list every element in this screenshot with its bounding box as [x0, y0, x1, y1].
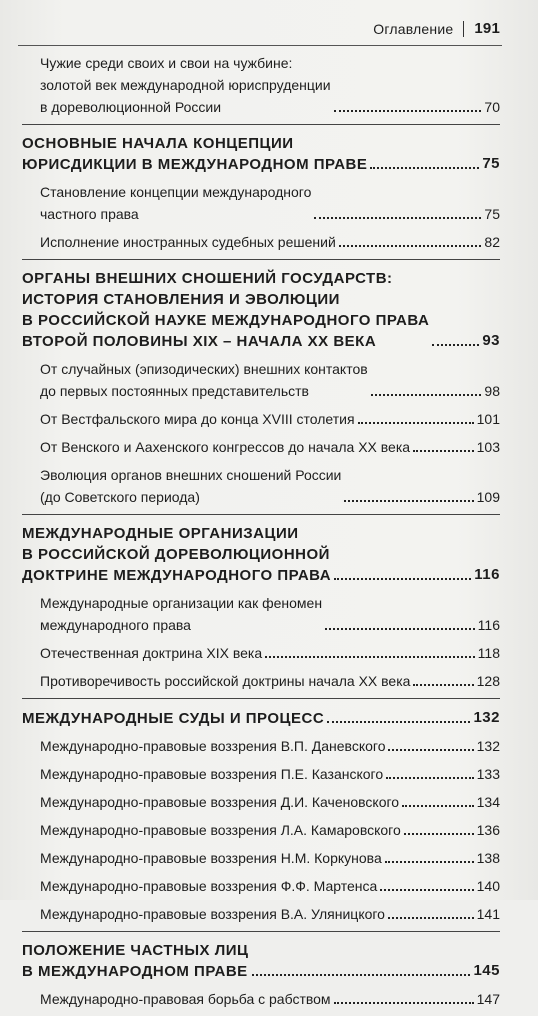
section-divider: [22, 931, 500, 932]
section-divider: [22, 514, 500, 515]
toc-subsection-entry: [22, 875, 500, 897]
toc-entry-title: Международно-правовые воззрения Д.И. Каченовского: [40, 794, 400, 810]
toc-entry-title: Международно-правовые воззрения В.П. Даневского: [40, 738, 386, 754]
toc-section-entry: [22, 268, 500, 352]
toc-entry-title: Международно-правовые воззрения П.Е. Казанского: [40, 766, 384, 782]
toc-subsection-entry: [22, 181, 500, 225]
toc-subsection-entry: [22, 791, 500, 813]
dot-leader: [252, 974, 471, 976]
toc-entry-page: 133: [476, 766, 500, 782]
table-of-contents: [22, 52, 500, 1016]
toc-subsection-entry: [22, 847, 500, 869]
toc-section-entry: [22, 707, 500, 729]
header-rule: [18, 45, 502, 46]
toc-entry-title: Международные организации как феномен международного права: [40, 595, 323, 633]
toc-entry-title: ПОЛОЖЕНИЕ ЧАСТНЫХ ЛИЦ В МЕЖДУНАРОДНОМ ПРАВЕ: [22, 942, 249, 980]
dot-leader: [334, 578, 471, 580]
toc-entry-page: 128: [476, 673, 500, 689]
toc-subsection-entry: [22, 670, 500, 692]
toc-entry-page: 82: [484, 234, 500, 250]
toc-entry-page: 147: [476, 991, 500, 1007]
toc-entry-page: 140: [476, 878, 500, 894]
toc-entry-title: ОРГАНЫ ВНЕШНИХ СНОШЕНИЙ ГОСУДАРСТВ: ИСТОРИЯ СТАНОВЛЕНИЯ И ЭВОЛЮЦИИ В РОССИЙСКОЙ НАУКЕ МЕЖДУНАРОДНОГО ПРАВА ВТОРОЙ ПОЛОВИНЫ XIX – НАЧАЛА XX ВЕКА: [22, 270, 430, 350]
toc-entry-title: Противоречивость российской доктрины начала XX века: [40, 673, 411, 689]
toc-subsection-entry: [22, 436, 500, 458]
dot-leader: [358, 422, 474, 424]
toc-entry-title: Международно-правовые воззрения Л.А. Камаровского: [40, 822, 401, 838]
dot-leader: [370, 167, 479, 169]
toc-entry-title: Международно-правовая борьба с рабством: [40, 991, 331, 1007]
toc-entry-page: 93: [482, 332, 500, 349]
toc-section-entry: [22, 940, 500, 982]
running-header-title: Оглавление: [373, 20, 454, 37]
toc-entry-title: Исполнение иностранных судебных решений: [40, 234, 336, 250]
dot-leader: [314, 217, 481, 219]
toc-subsection-entry: [22, 592, 500, 636]
dot-leader: [265, 656, 475, 658]
toc-entry-page: 116: [477, 617, 500, 633]
toc-subsection-entry: [22, 819, 500, 841]
toc-subsection-entry: [22, 231, 500, 253]
section-divider: [22, 259, 500, 260]
toc-subsection-entry: [22, 464, 500, 508]
toc-entry-page: 141: [476, 906, 500, 922]
toc-subsection-entry: [22, 988, 500, 1010]
toc-entry-title: ОСНОВНЫЕ НАЧАЛА КОНЦЕПЦИИ ЮРИСДИКЦИИ В МЕЖДУНАРОДНОМ ПРАВЕ: [22, 135, 368, 173]
header-separator: [463, 21, 464, 37]
toc-subsection-entry: [22, 52, 500, 118]
toc-subsection-entry: [22, 735, 500, 757]
toc-entry-title: Эволюция органов внешних сношений России (до Советского периода): [40, 467, 342, 505]
toc-entry-page: 75: [484, 206, 500, 222]
dot-leader: [327, 721, 470, 723]
dot-leader: [402, 805, 474, 807]
toc-subsection-entry: [22, 408, 500, 430]
toc-entry-page: 101: [476, 411, 500, 427]
dot-leader: [413, 450, 474, 452]
toc-entry-page: 75: [482, 155, 500, 172]
toc-entry-page: 132: [473, 709, 500, 726]
toc-entry-page: 134: [476, 794, 500, 810]
toc-entry-title: МЕЖДУНАРОДНЫЕ СУДЫ И ПРОЦЕСС: [22, 710, 325, 727]
toc-entry-page: 98: [484, 383, 500, 399]
toc-subsection-entry: [22, 903, 500, 925]
toc-entry-page: 138: [476, 850, 500, 866]
toc-entry-title: Международно-правовые воззрения Н.М. Коркунова: [40, 850, 382, 866]
toc-entry-title: Становление концепции международного частного права: [40, 184, 312, 222]
toc-entry-title: От Вестфальского мира до конца XVIII столетия: [40, 411, 355, 427]
toc-entry-page: 132: [476, 738, 500, 754]
dot-leader: [386, 777, 474, 779]
toc-entry-page: 103: [476, 439, 500, 455]
dot-leader: [404, 833, 474, 835]
running-header: [373, 20, 500, 37]
section-divider: [22, 124, 500, 125]
dot-leader: [334, 1002, 474, 1004]
toc-entry-page: 116: [474, 566, 500, 583]
dot-leader: [413, 684, 473, 686]
toc-entry-page: 145: [473, 962, 500, 979]
toc-entry-page: 136: [476, 822, 500, 838]
dot-leader: [380, 889, 473, 891]
toc-entry-title: От случайных (эпизодических) внешних контактов до первых постоянных представительств: [40, 361, 368, 399]
dot-leader: [385, 861, 474, 863]
toc-section-entry: [22, 523, 500, 586]
dot-leader: [334, 110, 482, 112]
dot-leader: [371, 394, 482, 396]
toc-entry-page: 70: [484, 99, 500, 115]
toc-entry-page: 109: [476, 489, 500, 505]
dot-leader: [325, 628, 475, 630]
section-divider: [22, 698, 500, 699]
page-number: 191: [474, 20, 500, 37]
toc-section-entry: [22, 133, 500, 175]
toc-entry-title: Отечественная доктрина XIX века: [40, 645, 263, 661]
toc-entry-title: МЕЖДУНАРОДНЫЕ ОРГАНИЗАЦИИ В РОССИЙСКОЙ ДОРЕВОЛЮЦИОННОЙ ДОКТРИНЕ МЕЖДУНАРОДНОГО ПРАВА: [22, 525, 332, 584]
dot-leader: [432, 344, 479, 346]
dot-leader: [344, 500, 473, 502]
dot-leader: [339, 245, 482, 247]
toc-entry-title: Международно-правовые воззрения Ф.Ф. Мартенса: [40, 878, 378, 894]
toc-subsection-entry: [22, 642, 500, 664]
toc-entry-page: 118: [477, 645, 500, 661]
toc-subsection-entry: [22, 763, 500, 785]
toc-entry-title: Чужие среди своих и свои на чужбине: золотой век международной юриспруденции в дореволюционной России: [40, 55, 331, 115]
toc-entry-title: От Венского и Аахенского конгрессов до начала XX века: [40, 439, 411, 455]
dot-leader: [388, 749, 473, 751]
toc-subsection-entry: [22, 358, 500, 402]
toc-entry-title: Международно-правовые воззрения В.А. Уляницкого: [40, 906, 385, 922]
dot-leader: [388, 917, 474, 919]
